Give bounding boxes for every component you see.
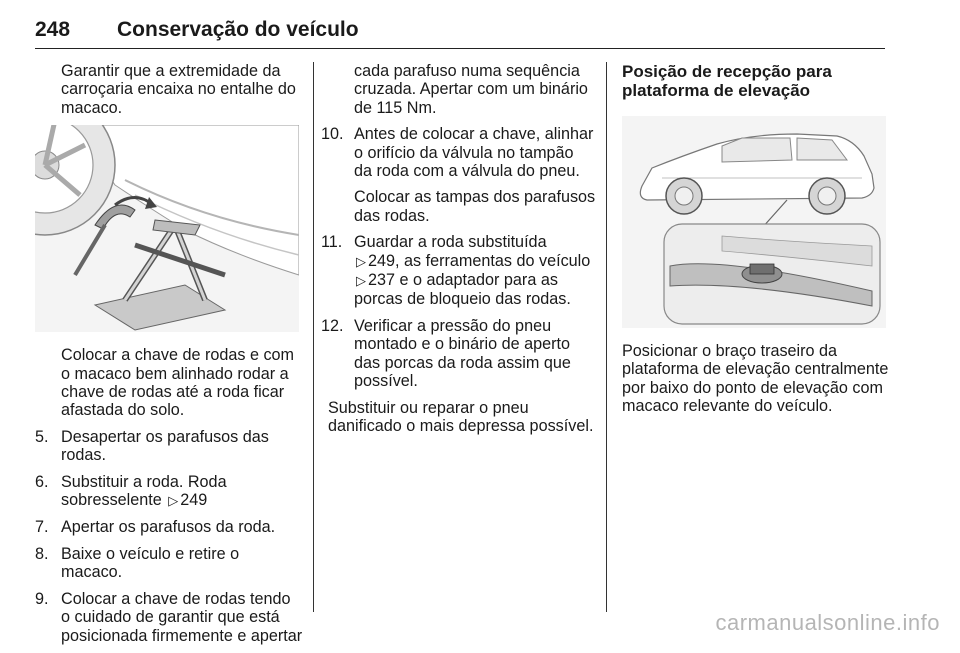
closing-text: Substituir ou reparar o pneu danificado o mais depressa possível. (328, 398, 594, 435)
page-reference[interactable]: 249 (180, 491, 208, 510)
column-divider (313, 62, 314, 612)
list-item: Colocar as tampas dos parafusos das rodas. (354, 188, 596, 225)
page-header (35, 10, 885, 49)
chapter-title: Conservação do veículo (117, 18, 359, 41)
list-item: 12. Verificar a pressão do pneu montado e o binário de aperto das porcas da roda assim que possível. (321, 316, 571, 391)
list-item: 7. Apertar os parafusos da roda. (35, 518, 276, 537)
intro-text: Garantir que a extremidade da carroçaria encaixa no entalhe do macaco. (61, 62, 296, 117)
continuation-text: cada parafuso numa sequência cruzada. Apertar com um binário de 115 Nm. (354, 62, 588, 117)
jack-illustration (35, 125, 299, 332)
section-body: Posicionar o braço traseiro da plataforma de elevação centralmente por baixo do ponto de elevação com macaco relevante do veículo. (622, 342, 889, 416)
list-item: 11. Guardar a roda substituída ▷ 249, as ferramentas do veículo ▷ 237 e o adaptador para as porcas de bloqueio das rodas. (321, 233, 591, 309)
column-1 (35, 62, 303, 653)
list-item: 5. Desapertar os parafusos das rodas. (35, 427, 269, 465)
footer-watermark: carmanualsonline.info (715, 610, 940, 635)
lift-point-illustration (622, 116, 886, 328)
page-ref-arrow-icon: ▷ (168, 493, 179, 509)
list-item: 9. Colocar a chave de rodas tendo o cuidado de garantir que está posicionada firmemente e apertar (35, 589, 303, 645)
page-ref-arrow-icon: ▷ (356, 253, 366, 269)
list-item: 6. Substituir a roda. Roda sobresselente ▷ 249 (35, 472, 227, 510)
page-number: 248 (35, 18, 71, 41)
list-item: 10. Antes de colocar a chave, alinhar o orifício da válvula no tampão da roda com a válvula do pneu. (321, 125, 594, 181)
column-2 (321, 62, 596, 443)
section-title: Posição de recepção para plataforma de elevação (622, 62, 832, 100)
column-3 (622, 62, 892, 424)
page-ref-arrow-icon: ▷ (356, 273, 366, 289)
column-divider (606, 62, 607, 612)
page-reference[interactable]: 249 (368, 251, 396, 270)
page-reference[interactable]: 237 (368, 271, 396, 290)
list-item: 8. Baixe o veículo e retire o macaco. (35, 544, 240, 582)
instruction-text: Colocar a chave de rodas e com o macaco bem alinhado rodar a chave de rodas até a roda ficar afastada do solo. (61, 346, 295, 420)
